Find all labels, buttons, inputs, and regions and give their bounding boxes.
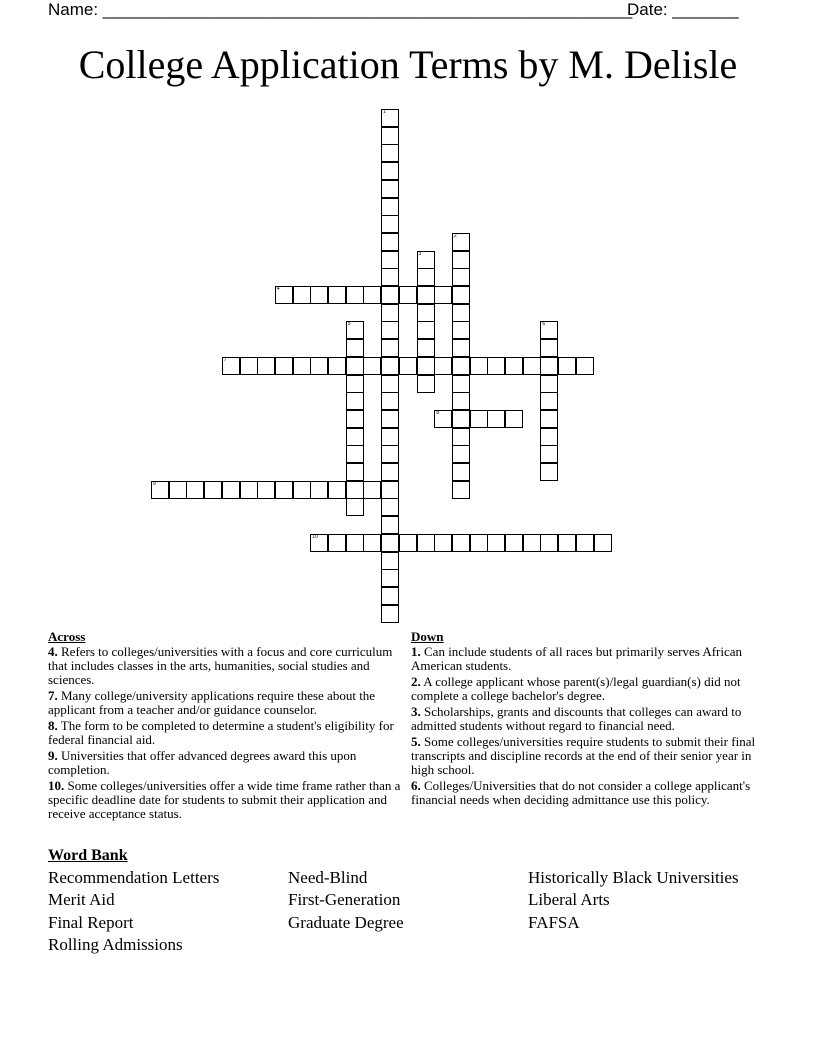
crossword-cell[interactable] [487, 534, 505, 552]
clue-number: 4. [48, 644, 58, 659]
crossword-cell[interactable] [346, 498, 364, 516]
crossword-cell[interactable] [346, 357, 364, 375]
crossword-cell[interactable] [257, 357, 275, 375]
crossword-cell[interactable] [452, 321, 470, 339]
crossword-cell[interactable] [346, 392, 364, 410]
page-title: College Application Terms by M. Delisle [78, 42, 738, 87]
crossword-cell[interactable] [381, 605, 399, 623]
crossword-cell[interactable] [452, 463, 470, 481]
crossword-cell[interactable] [346, 375, 364, 393]
crossword-cell[interactable] [381, 428, 399, 446]
clue-text: The form to be completed to determine a student's eligibility for federal financial aid. [48, 718, 394, 747]
crossword-cell[interactable] [487, 410, 505, 428]
crossword-cell[interactable] [452, 392, 470, 410]
crossword-cell[interactable] [381, 162, 399, 180]
crossword-cell[interactable] [381, 498, 399, 516]
crossword-cell[interactable] [417, 304, 435, 322]
crossword-cell[interactable] [310, 286, 328, 304]
crossword-cell[interactable] [310, 534, 328, 552]
clue-text: Scholarships, grants and discounts that colleges can award to admitted students without regard to financial need. [411, 704, 742, 733]
date-field-label: Date: _______ [627, 0, 739, 19]
crossword-cell[interactable] [381, 587, 399, 605]
word-bank-item: First-Generation [288, 890, 401, 909]
crossword-cell[interactable] [151, 481, 169, 499]
crossword-cell[interactable] [346, 410, 364, 428]
crossword-cell[interactable] [381, 180, 399, 198]
crossword-cell[interactable] [240, 481, 258, 499]
across-clue [48, 719, 408, 747]
crossword-cell[interactable] [381, 321, 399, 339]
clue-text: Some colleges/universities require students to submit their final transcripts and discipline records at the end of their senior year in high school. [411, 734, 756, 777]
crossword-cell[interactable] [505, 534, 523, 552]
clue-text: Universities that offer advanced degrees award this upon completion. [48, 748, 357, 777]
crossword-cell[interactable] [434, 357, 452, 375]
crossword-cell[interactable] [470, 357, 488, 375]
crossword-cell[interactable] [540, 534, 558, 552]
crossword-cell[interactable] [310, 481, 328, 499]
clue-number: 7. [48, 688, 58, 703]
crossword-cell[interactable] [275, 286, 293, 304]
crossword-cell[interactable] [576, 534, 594, 552]
cell-number: 8 [436, 409, 439, 416]
crossword-cell[interactable] [310, 357, 328, 375]
word-bank-item: Graduate Degree [288, 913, 404, 932]
crossword-cell[interactable] [381, 251, 399, 269]
clue-number: 5. [411, 734, 421, 749]
crossword-cell[interactable] [452, 481, 470, 499]
crossword-cell[interactable] [540, 463, 558, 481]
across-clue [48, 779, 408, 821]
crossword-cell[interactable] [381, 339, 399, 357]
crossword-cell[interactable] [452, 233, 470, 251]
crossword-cell[interactable] [381, 127, 399, 145]
word-bank-item: Final Report [48, 913, 134, 932]
down-clue [411, 735, 771, 777]
crossword-cell[interactable] [381, 516, 399, 534]
clue-number: 8. [48, 718, 58, 733]
cell-number: 9 [153, 480, 156, 487]
crossword-cell[interactable] [346, 481, 364, 499]
clue-number: 10. [48, 778, 65, 793]
crossword-cell[interactable] [381, 198, 399, 216]
crossword-cell[interactable] [328, 534, 346, 552]
crossword-cell[interactable] [540, 428, 558, 446]
crossword-cell[interactable] [434, 534, 452, 552]
crossword-cell[interactable] [540, 445, 558, 463]
crossword-cell[interactable] [381, 392, 399, 410]
crossword-cell[interactable] [275, 357, 293, 375]
word-bank-item: Merit Aid [48, 890, 115, 909]
crossword-cell[interactable] [452, 339, 470, 357]
cell-number: 1 [383, 109, 386, 115]
crossword-cell[interactable] [452, 286, 470, 304]
crossword-cell[interactable] [381, 109, 399, 127]
crossword-cell[interactable] [222, 357, 240, 375]
crossword-cell[interactable] [540, 321, 558, 339]
crossword-cell[interactable] [576, 357, 594, 375]
crossword-cell[interactable] [381, 144, 399, 162]
crossword-cell[interactable] [558, 357, 576, 375]
word-bank-title: Word Bank [48, 847, 128, 864]
crossword-cell[interactable] [452, 375, 470, 393]
down-clue [411, 675, 771, 703]
clue-number: 6. [411, 778, 421, 793]
clue-number: 3. [411, 704, 421, 719]
crossword-cell[interactable] [540, 410, 558, 428]
crossword-cell[interactable] [346, 463, 364, 481]
crossword-cell[interactable] [399, 357, 417, 375]
crossword-cell[interactable] [204, 481, 222, 499]
across-clues [48, 630, 408, 823]
clue-text: Some colleges/universities offer a wide time frame rather than a specific deadline date for students to submit their application and receive acceptance status. [48, 778, 401, 821]
word-bank-item: Rolling Admissions [48, 935, 183, 954]
clue-text: A college applicant whose parent(s)/legal guardian(s) did not complete a college bachelor's degree. [411, 674, 741, 703]
crossword-cell[interactable] [381, 268, 399, 286]
crossword-cell[interactable] [594, 534, 612, 552]
crossword-cell[interactable] [346, 339, 364, 357]
cell-number: 5 [347, 321, 351, 328]
word-bank-item: Need-Blind [288, 868, 368, 887]
crossword-cell[interactable] [540, 375, 558, 393]
cell-number: 4 [276, 286, 280, 292]
crossword-cell[interactable] [417, 268, 435, 286]
crossword-cell[interactable] [346, 286, 364, 304]
across-clue [48, 689, 408, 717]
crossword-cell[interactable] [505, 357, 523, 375]
crossword-cell[interactable] [222, 481, 240, 499]
crossword-cell[interactable] [293, 286, 311, 304]
crossword-cell[interactable] [186, 481, 204, 499]
crossword-cell[interactable] [452, 268, 470, 286]
clue-text: Can include students of all races but primarily serves African American students. [411, 644, 743, 673]
crossword-cell[interactable] [381, 569, 399, 587]
clue-number: 1. [411, 644, 421, 659]
crossword-cell[interactable] [275, 481, 293, 499]
crossword-cell[interactable] [346, 534, 364, 552]
down-clue [411, 779, 771, 807]
crossword-cell[interactable] [346, 445, 364, 463]
crossword-cell[interactable] [328, 286, 346, 304]
word-bank-item: Liberal Arts [528, 890, 610, 909]
crossword-cell[interactable] [381, 215, 399, 233]
crossword-cell[interactable] [417, 375, 435, 393]
cell-number: 7 [223, 356, 227, 363]
crossword-cell[interactable] [381, 357, 399, 375]
crossword-cell[interactable] [558, 534, 576, 552]
cell-number: 10 [312, 533, 318, 540]
crossword-cell[interactable] [470, 410, 488, 428]
cell-number: 3 [418, 250, 422, 257]
crossword-cell[interactable] [470, 534, 488, 552]
crossword-cell[interactable] [487, 357, 505, 375]
crossword-cell[interactable] [363, 357, 381, 375]
crossword-cell[interactable] [381, 286, 399, 304]
cell-number: 2 [453, 232, 457, 239]
clue-text: Many college/university applications require these about the applicant from a teacher and/or guidance counselor. [48, 688, 376, 717]
crossword-cell[interactable] [540, 357, 558, 375]
crossword-cell[interactable] [452, 304, 470, 322]
word-bank-item: Recommendation Letters [48, 868, 220, 887]
crossword-cell[interactable] [452, 251, 470, 269]
crossword-cell[interactable] [434, 410, 452, 428]
down-clue [411, 705, 771, 733]
crossword-cell[interactable] [346, 428, 364, 446]
clue-text: Colleges/Universities that do not consider a college applicant's financial needs when deciding admittance use this policy. [411, 778, 751, 807]
crossword-cell[interactable] [434, 286, 452, 304]
crossword-cell[interactable] [381, 481, 399, 499]
crossword-cell[interactable] [540, 392, 558, 410]
word-bank-item: FAFSA [528, 913, 580, 932]
crossword-cell[interactable] [381, 410, 399, 428]
crossword-cell[interactable] [363, 481, 381, 499]
down-heading: Down [411, 629, 444, 644]
name-field-label: Name: ________________________________________________________ [48, 0, 633, 19]
crossword-cell[interactable] [399, 534, 417, 552]
word-bank-item: Historically Black Universities [528, 868, 739, 887]
clue-text: Refers to colleges/universities with a focus and core curriculum that includes classes in the arts, humanities, social studies and sciences. [48, 644, 393, 687]
down-clues [411, 630, 771, 809]
crossword-cell[interactable] [363, 534, 381, 552]
crossword-cell[interactable] [452, 445, 470, 463]
crossword-cell[interactable] [328, 357, 346, 375]
crossword-cell[interactable] [540, 339, 558, 357]
crossword-cell[interactable] [505, 410, 523, 428]
crossword-cell[interactable] [452, 428, 470, 446]
crossword-cell[interactable] [452, 357, 470, 375]
crossword-cell[interactable] [417, 357, 435, 375]
crossword-cell[interactable] [452, 534, 470, 552]
crossword-cell[interactable] [346, 321, 364, 339]
crossword-cell[interactable] [399, 286, 417, 304]
crossword-cell[interactable] [381, 233, 399, 251]
crossword-cell[interactable] [381, 375, 399, 393]
crossword-cell[interactable] [381, 534, 399, 552]
crossword-cell[interactable] [417, 251, 435, 269]
crossword-cell[interactable] [452, 410, 470, 428]
crossword-cell[interactable] [381, 552, 399, 570]
crossword-cell[interactable] [293, 481, 311, 499]
crossword-cell[interactable] [257, 481, 275, 499]
crossword-cell[interactable] [363, 286, 381, 304]
crossword-cell[interactable] [293, 357, 311, 375]
across-clue [48, 749, 408, 777]
crossword-cell[interactable] [417, 321, 435, 339]
crossword-cell[interactable] [417, 534, 435, 552]
crossword-cell[interactable] [417, 339, 435, 357]
cell-number: 6 [542, 321, 546, 328]
crossword-cell[interactable] [328, 481, 346, 499]
crossword-cell[interactable] [523, 534, 541, 552]
crossword-cell[interactable] [523, 357, 541, 375]
across-heading: Across [48, 629, 86, 644]
crossword-cell[interactable] [240, 357, 258, 375]
crossword-cell[interactable] [169, 481, 187, 499]
crossword-cell[interactable] [417, 286, 435, 304]
clue-number: 9. [48, 748, 58, 763]
across-clue [48, 645, 408, 687]
crossword-cell[interactable] [381, 463, 399, 481]
clue-number: 2. [411, 674, 421, 689]
crossword-cell[interactable] [381, 445, 399, 463]
crossword-cell[interactable] [381, 304, 399, 322]
down-clue [411, 645, 771, 673]
